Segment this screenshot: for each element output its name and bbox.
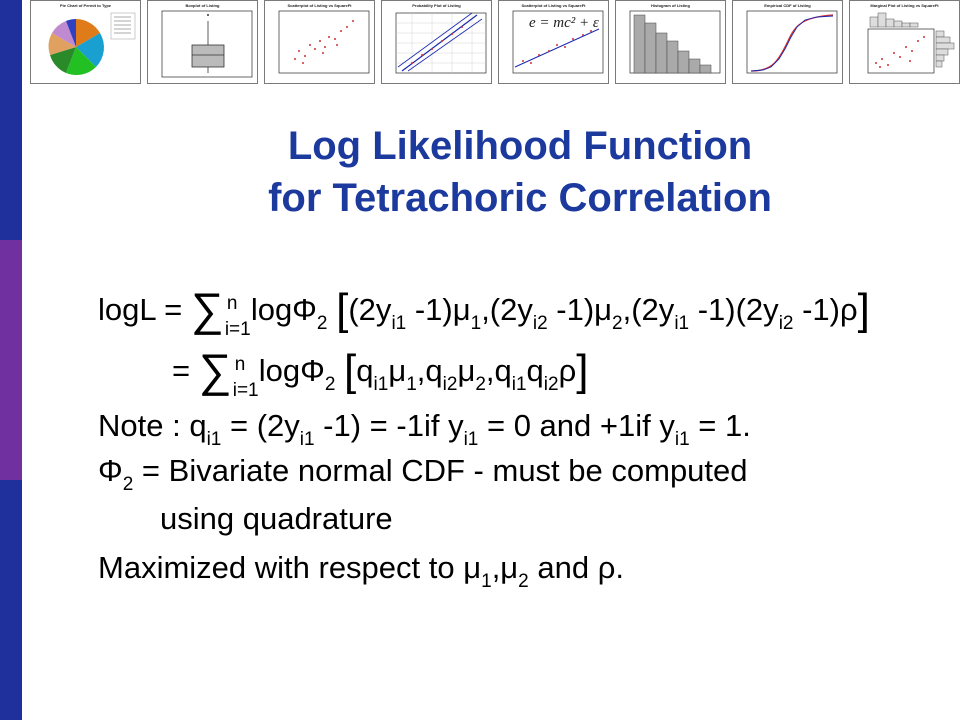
- eq1-lhs: logL =: [98, 292, 183, 328]
- thumbnail-marginal-plot: [849, 0, 960, 84]
- summation-limits: n i=1: [232, 354, 259, 401]
- scatterplot-graphic: [265, 1, 375, 84]
- thumbnail-title: Scatterplot of Listing vs SquareFt: [287, 3, 352, 8]
- summation-limits: n i=1: [224, 293, 251, 340]
- slide-title: [120, 120, 920, 224]
- probability-plot-graphic: [382, 1, 492, 84]
- empirical-cdf-graphic: [733, 1, 843, 84]
- quadrature-line: using quadrature: [160, 501, 393, 536]
- maximized-line: Maximized with respect to $\mu_1,\mu_2$ and ρ.: [98, 550, 624, 592]
- thumbnail-pie-chart: [30, 0, 141, 84]
- thumbnail-scatterplot: [264, 0, 375, 84]
- chart-thumbnail-strip: [22, 0, 960, 86]
- bivariate-cdf-line: $\Phi_2$ = Bivariate normal CDF - must be computed: [98, 453, 748, 495]
- sidebar-color-bar: [0, 0, 22, 720]
- thumbnail-title: Scatterplot of Listing vs SquareFt: [521, 3, 586, 8]
- thumbnail-scatterplot-equation: [498, 0, 609, 84]
- thumbnail-title: Histogram of Listing: [651, 3, 690, 8]
- sidebar-segment-middle: [0, 240, 22, 480]
- regression-scatter-graphic: [499, 1, 609, 84]
- sidebar-segment-bottom: [0, 480, 22, 720]
- note-line: Note : $q_{i1} = (2y_{i1}$ -1) = -1if $y_{i1} = 0$ and +1if $y_{i1} = 1$.: [98, 408, 751, 450]
- thumbnail-title: Empirical CDF of Listing: [764, 3, 811, 8]
- summation-symbol: ∑: [198, 344, 232, 396]
- equation-label: e = mc² + ε: [529, 15, 599, 31]
- thumbnail-boxplot: [147, 0, 258, 84]
- title-line-2: for Tetrachoric Correlation: [268, 176, 772, 220]
- histogram-graphic: [616, 1, 726, 84]
- thumbnail-empirical-cdf: [732, 0, 843, 84]
- thumbnail-title: Boxplot of Listing: [185, 3, 220, 8]
- pie-chart-graphic: [31, 1, 141, 84]
- thumbnail-title: Pie Chart of Permit to Type: [59, 3, 112, 8]
- equation-line-simplified: = ∑ n i=1 logΦ$_2$ $[q_{i1}\mu_1,q_{i2}\mu_2,q_{i1}q_{i2}\rho]$: [172, 344, 589, 401]
- marginal-plot-graphic: [850, 1, 960, 84]
- thumbnail-histogram: [615, 0, 726, 84]
- title-line-1: Log Likelihood Function: [287, 124, 753, 168]
- equation-line-log-likelihood: logL = ∑ n i=1 logΦ$_2$ [($2y_{i1}$ $-1)\mu_1,(2y_{i2}$ $-1)\mu_2,(2y_{i1}$ $-1)(2y_{i2}$ -1)ρ]: [98, 283, 870, 340]
- thumbnail-title: Marginal Plot of Listing vs SquareFt: [870, 3, 939, 8]
- sidebar-segment-top: [0, 0, 22, 240]
- eq1-logphi: logΦ: [250, 292, 317, 328]
- eq2-lhs: =: [172, 353, 191, 389]
- summation-symbol: ∑: [190, 283, 224, 335]
- thumbnail-probability-plot: [381, 0, 492, 84]
- boxplot-graphic: [148, 1, 258, 84]
- thumbnail-title: Probability Plot of Listing: [412, 3, 461, 8]
